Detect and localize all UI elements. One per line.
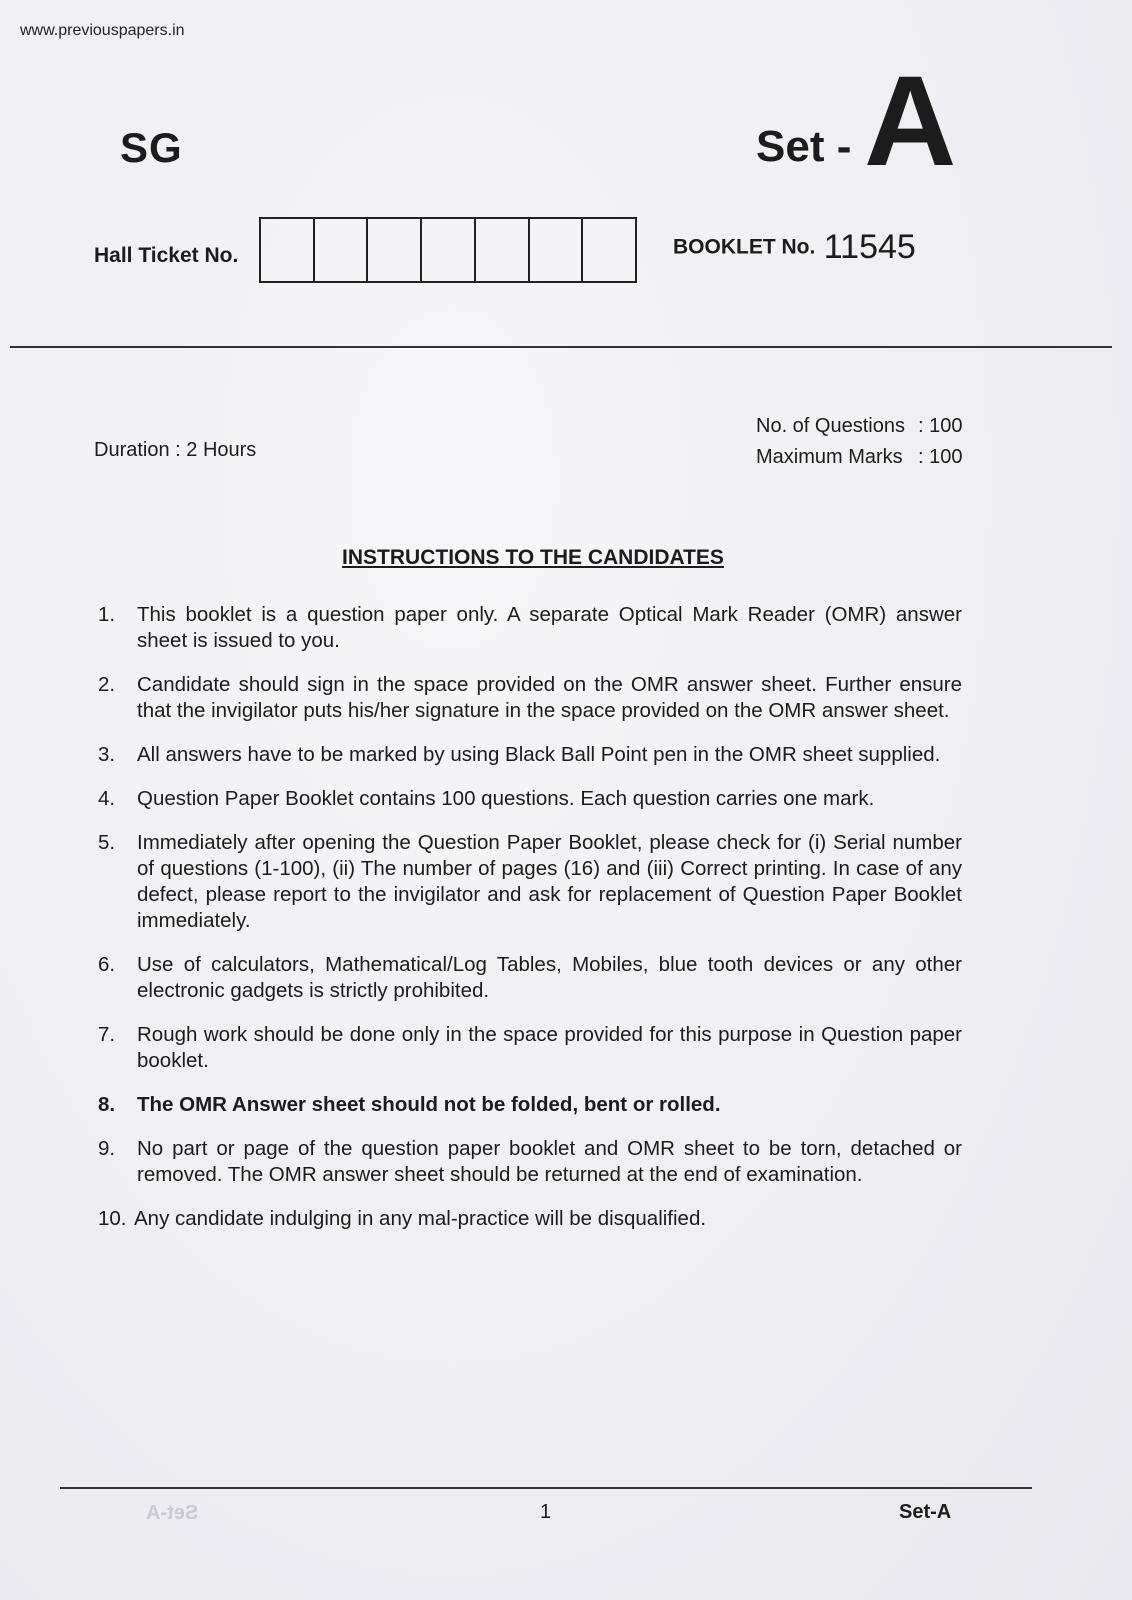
booklet-label: BOOKLET No. — [673, 235, 816, 259]
instruction-number: 3. — [98, 743, 116, 766]
instruction-number: 2. — [98, 673, 116, 696]
instruction-number: 6. — [98, 953, 116, 976]
marks-label: Maximum Marks — [756, 446, 903, 468]
hall-ticket-box — [315, 219, 369, 281]
questions-row — [756, 411, 962, 442]
instruction-item — [98, 742, 962, 768]
instruction-item — [98, 1022, 962, 1074]
booklet-number-block — [673, 228, 916, 267]
instruction-text: All answers have to be marked by using Black Ball Point pen in the OMR sheet supplied. — [137, 743, 941, 766]
hall-ticket-box — [476, 219, 530, 281]
instruction-item — [98, 830, 962, 934]
instruction-number: 5. — [98, 831, 116, 854]
hall-ticket-box — [530, 219, 584, 281]
hall-ticket-box — [368, 219, 422, 281]
hall-ticket-label: Hall Ticket No. — [94, 244, 239, 267]
exam-meta — [756, 411, 962, 473]
footer-set-label: Set-A — [899, 1501, 952, 1523]
header-divider — [10, 346, 1112, 348]
instruction-text: Use of calculators, Mathematical/Log Tables, Mobiles, blue tooth devices or any other electronic gadgets is strictly prohibited. — [137, 953, 962, 1002]
instruction-number: 1. — [98, 603, 116, 626]
instruction-item — [98, 1136, 962, 1188]
duration: Duration : 2 Hours — [94, 439, 257, 461]
instruction-text: This booklet is a question paper only. A separate Optical Mark Reader (OMR) answer sheet is issued to you. — [137, 603, 962, 652]
instruction-number: 8. — [98, 1093, 116, 1116]
instruction-text: Rough work should be done only in the space provided for this purpose in Question paper booklet. — [137, 1023, 962, 1072]
instruction-text: Question Paper Booklet contains 100 questions. Each question carries one mark. — [137, 787, 875, 810]
questions-value: : 100 — [918, 415, 963, 437]
paper-code: SG — [120, 124, 183, 171]
website-watermark: www.previouspapers.in — [20, 22, 185, 39]
bleed-through-text: Set-A — [146, 1502, 199, 1524]
hall-ticket-box — [261, 219, 315, 281]
booklet-number: 11545 — [823, 228, 916, 266]
instruction-text: No part or page of the question paper booklet and OMR sheet to be torn, detached or removed. The OMR answer sheet should be returned at the end of examination. — [137, 1137, 962, 1186]
marks-value: : 100 — [918, 446, 963, 468]
set-letter: A — [864, 50, 957, 193]
page-number: 1 — [540, 1501, 552, 1523]
hall-ticket-box — [422, 219, 476, 281]
instruction-item — [98, 602, 962, 654]
instruction-number: 4. — [98, 787, 116, 810]
set-label: Set - — [756, 122, 852, 171]
hall-ticket-boxes — [259, 217, 637, 283]
marks-row — [756, 442, 962, 473]
instruction-number: 10. — [98, 1207, 127, 1230]
footer-divider — [60, 1487, 1032, 1489]
instruction-number: 9. — [98, 1137, 116, 1160]
instruction-text: Any candidate indulging in any mal-practice will be disqualified. — [134, 1207, 707, 1230]
instruction-item — [98, 786, 962, 812]
instructions-heading: INSTRUCTIONS TO THE CANDIDATES — [342, 546, 724, 569]
questions-label: No. of Questions — [756, 415, 905, 437]
instruction-text: The OMR Answer sheet should not be folded, bent or rolled. — [137, 1093, 721, 1116]
instruction-text: Candidate should sign in the space provided on the OMR answer sheet. Further ensure that the invigilator puts his/her signature in the space provided on the OMR answer sheet. — [137, 673, 962, 722]
hall-ticket-box — [583, 219, 635, 281]
instruction-item — [98, 952, 962, 1004]
instruction-item-emphasized — [98, 1092, 962, 1118]
instruction-item — [98, 1206, 962, 1232]
instruction-item — [98, 672, 962, 724]
instruction-number: 7. — [98, 1023, 116, 1046]
instruction-text: Immediately after opening the Question Paper Booklet, please check for (i) Serial number of questions (1-100), (ii) The number of pages (16) and (iii) Correct printing. In case of any defect, please report to the invigilator and ask for replacement of Question Paper Booklet immediately. — [137, 831, 962, 932]
instructions-list — [98, 602, 962, 1250]
